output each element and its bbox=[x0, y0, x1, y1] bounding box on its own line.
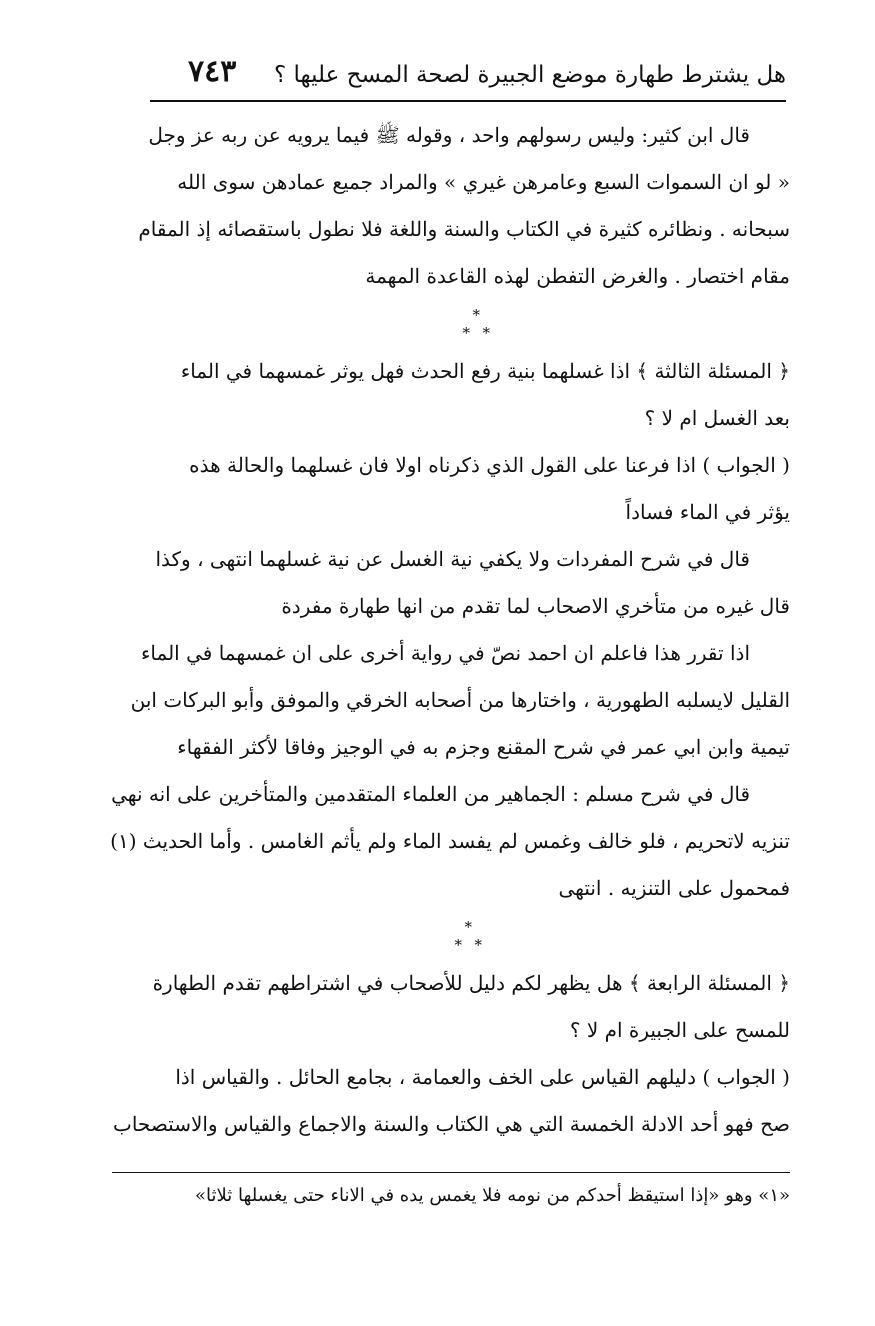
text-line: ﴿ المسئلة الرابعة ﴾ هل يظهر لكم دليل للأصحاب في اشتراطهم تقدم الطهارة bbox=[152, 971, 790, 995]
text-line: يؤثر في الماء فساداً bbox=[625, 500, 790, 524]
text-line: قال في شرح المفردات ولا يكفي نية الغسل عن نية غسلهما انتهى ، وكذا bbox=[155, 547, 750, 571]
separator-star: * bbox=[462, 324, 470, 342]
text-line: فمحمول على التنزيه . انتهى bbox=[558, 876, 790, 900]
section-separator bbox=[112, 300, 790, 348]
separator-star: * bbox=[464, 918, 472, 936]
text-line: بعد الغسل ام لا ؟ bbox=[644, 406, 790, 430]
text-line: القليل لايسلبه الطهورية ، واختارها من أصحابه الخرقي والموفق وأبو البركات ابن bbox=[130, 688, 790, 712]
footnote-divider bbox=[112, 1172, 790, 1173]
text-line: « لو ان السموات السبع وعامرهن غيري » والمراد جميع عمادهن سوى الله bbox=[177, 170, 790, 194]
main-text bbox=[112, 112, 790, 1148]
text-line: قال في شرح مسلم : الجماهير من العلماء المتقدمين والمتأخرين على انه نهي bbox=[111, 782, 750, 806]
question-three bbox=[112, 348, 790, 442]
separator-star: * bbox=[474, 936, 482, 954]
question-four bbox=[112, 960, 790, 1054]
footnote: «١» وهو «إذا استيقظ أحدكم من نومه فلا يغمس يده في الاناء حتى يغسلها ثلاثا» bbox=[195, 1185, 790, 1206]
text-line: ( الجواب ) دليلهم القياس على الخف والعمامة ، بجامع الحائل . والقياس اذا bbox=[175, 1065, 790, 1089]
separator-star: * bbox=[472, 306, 480, 324]
page-header bbox=[150, 52, 786, 100]
text-line: مقام اختصار . والغرض التفطن لهذه القاعدة المهمة bbox=[365, 264, 790, 288]
text-line: صح فهو أحد الادلة الخمسة التي هي الكتاب والسنة والاجماع والقياس والاستصحاب bbox=[113, 1112, 790, 1136]
text-line: ﴿ المسئلة الثالثة ﴾ اذا غسلهما بنية رفع الحدث فهل يوثر غمسهما في الماء bbox=[180, 359, 790, 383]
text-line: ( الجواب ) اذا فرعنا على القول الذي ذكرناه اولا فان غسلهما والحالة هذه bbox=[189, 453, 790, 477]
running-title: هل يشترط طهارة موضع الجبيرة لصحة المسح عليها ؟ bbox=[273, 62, 786, 88]
text-line: سبحانه . ونظائره كثيرة في الكتاب والسنة واللغة فلا نطول باستقصائه إذ المقام bbox=[138, 217, 790, 241]
separator-star: * bbox=[454, 936, 462, 954]
text-line: تيمية وابن ابي عمر في شرح المقنع وجزم به في الوجيز وفاقا لأكثر الفقهاء bbox=[177, 735, 790, 759]
text-line: اذا تقرر هذا فاعلم ان احمد نصّ في رواية أخرى على ان غمسهما في الماء bbox=[141, 641, 750, 665]
header-divider bbox=[150, 100, 786, 102]
separator-star: * bbox=[482, 324, 490, 342]
text-line: قال ابن كثير: وليس رسولهم واحد ، وقوله ﷺ فيما يرويه عن ربه عز وجل bbox=[148, 123, 750, 147]
paragraph-mufradat bbox=[112, 536, 790, 630]
paragraph-ibn-kathir bbox=[112, 112, 790, 300]
section-separator bbox=[112, 912, 790, 960]
answer-four bbox=[112, 1054, 790, 1148]
page-number: ٧٤٣ bbox=[188, 54, 237, 89]
paragraph-sharh-muslim bbox=[112, 771, 790, 912]
text-line: تنزيه لاتحريم ، فلو خالف وغمس لم يفسد الماء ولم يأثم الغامس . وأما الحديث (١) bbox=[110, 829, 790, 853]
answer-three bbox=[112, 442, 790, 536]
paragraph-ahmad-riwaya bbox=[112, 630, 790, 771]
text-line: للمسح على الجبيرة ام لا ؟ bbox=[569, 1018, 790, 1042]
text-line: قال غيره من متأخري الاصحاب لما تقدم من انها طهارة مفردة bbox=[281, 594, 790, 618]
